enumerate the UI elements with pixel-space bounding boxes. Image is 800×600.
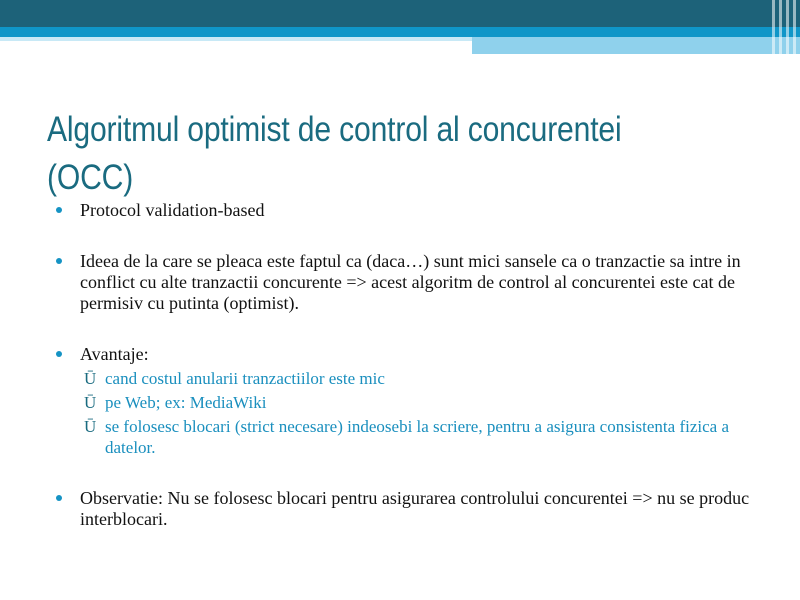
bullet-text: Observatie: Nu se folosesc blocari pentru asigurarea controlului concurentei => nu se produc interblocari. [80,488,750,529]
header-banner-mid [0,27,800,37]
bullet-dot-icon [56,258,62,264]
bullet-text: Ideea de la care se pleaca este faptul ca (daca…) sunt mici sansele ca o tranzactie sa intre in conflict cu alte tranzactii concurente => acest algoritm de control al concurentei este cat de permisiv cu putinta (optimist). [80,251,741,313]
bullet-text: Avantaje: [80,344,149,364]
header-banner-dark [0,0,800,27]
bullet-item [54,344,774,365]
sub-marker-icon: Ū [84,417,97,436]
bullet-item [54,251,774,314]
sub-item [54,416,774,458]
slide-title-line1: Algoritmul optimist de control al concurentei [47,110,622,149]
sub-item [54,368,774,389]
sub-item-text: pe Web; ex: MediaWiki [105,393,267,412]
bullet-item [54,200,774,221]
bullet-dot-icon [56,351,62,357]
sub-item [54,392,774,413]
sub-marker-icon: Ū [84,393,97,412]
bullet-dot-icon [56,207,62,213]
slide-title-line2: (OCC) [47,158,134,197]
sub-marker-icon: Ū [84,369,97,388]
slide-title [47,106,666,202]
slide-body [54,200,774,530]
header-banner-pale [0,37,472,41]
sub-item-text: cand costul anularii tranzactiilor este mic [105,369,385,388]
bullet-text: Protocol validation-based [80,200,265,220]
bullet-item [54,488,774,530]
header-banner-light [472,37,800,54]
bullet-dot-icon [56,495,62,501]
header-stripes [770,0,800,54]
sub-list [54,368,774,458]
sub-item-text: se folosesc blocari (strict necesare) indeosebi la scriere, pentru a asigura consistenta fizica a datelor. [105,417,729,457]
